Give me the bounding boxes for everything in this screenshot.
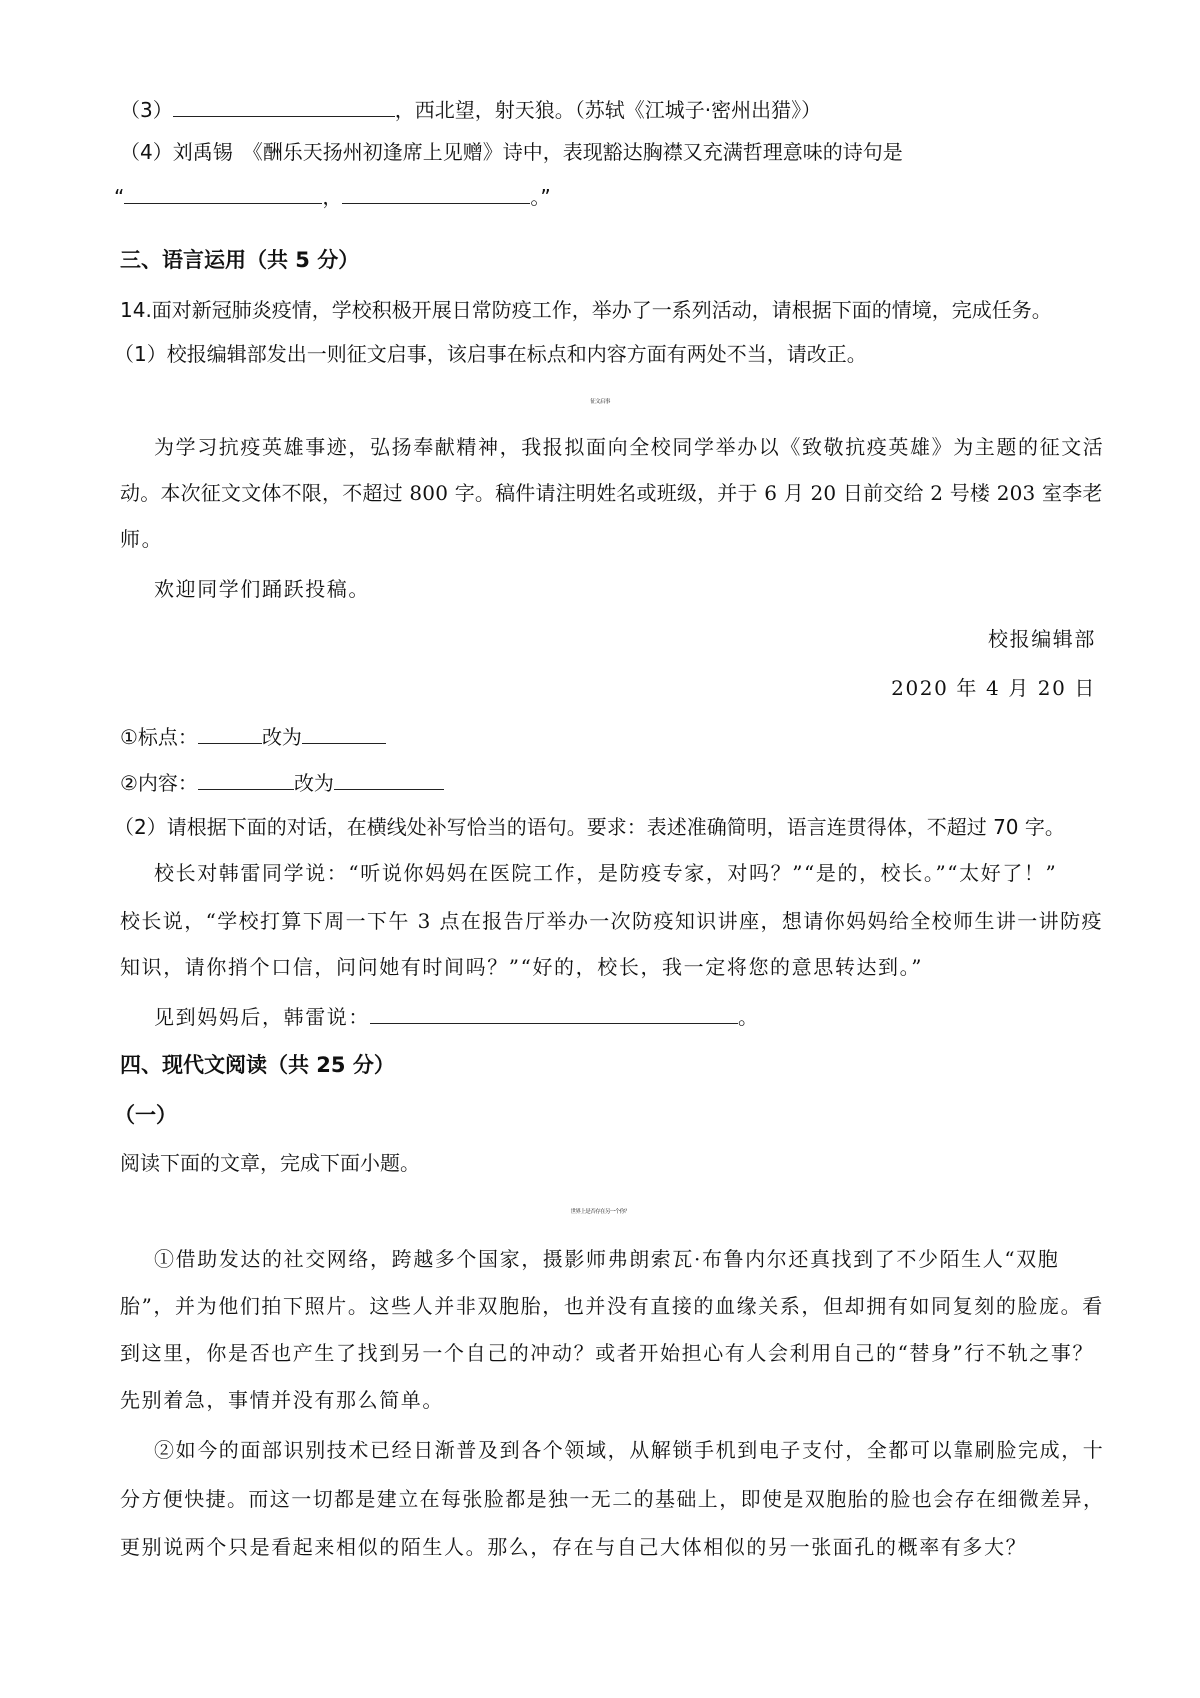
article-title: 世界上是否存在另一个你？ xyxy=(570,1209,630,1215)
answer-blank[interactable] xyxy=(124,181,322,204)
q14-stem: 14.面对新冠肺炎疫情，学校积极开展日常防疫工作，举办了一系列活动，请根据下面的情境，完成任务。 xyxy=(120,298,1052,322)
part-one-heading: （一） xyxy=(114,1103,177,1127)
article-paragraph-line: ②如今的面部识别技术已经日渐普及到各个领域，从解锁手机到电子支付，全都可以靠刷脸完成，十 xyxy=(154,1438,1105,1462)
notice-paragraph-line: 师。 xyxy=(120,527,164,551)
article-paragraph-line: 胎”，并为他们拍下照片。这些人并非双胞胎，也并没有直接的血缘关系，但却拥有如同复刻的脸庞。看 xyxy=(120,1294,1104,1318)
article-paragraph-line: 更别说两个只是看起来相似的陌生人。那么，存在与自己大体相似的另一张面孔的概率有多大？ xyxy=(120,1535,1028,1559)
article-paragraph-line: 先别着急，事情并没有那么简单。 xyxy=(120,1388,444,1412)
q14-sub2: （2）请根据下面的对话，在横线处补写恰当的语句。要求：表述准确简明，语言连贯得体，不超过 70 字。 xyxy=(114,815,1065,839)
answer-blank[interactable] xyxy=(334,767,444,790)
answer-content: ②内容： 改为 xyxy=(120,767,444,798)
notice-signature: 校报编辑部 xyxy=(988,627,1096,651)
q13-item3-text: ，西北望，射天狼。（苏轼《江城子·密州出猎》） xyxy=(394,98,822,122)
q13-item3-number: （3） xyxy=(120,98,173,122)
q13-item4: （4）刘禹锡 《酬乐天扬州初逢席上见赠》诗中，表现豁达胸襟又充满哲理意味的诗句是 xyxy=(120,140,903,164)
answer-blank[interactable] xyxy=(370,1001,738,1024)
dialog-line: 校长对韩雷同学说：“听说你妈妈在医院工作，是防疫专家，对吗？”“是的，校长。”“太好了！” xyxy=(154,861,1058,885)
q13-item4-answer-line: “ ， 。” xyxy=(114,181,551,212)
article-paragraph-line: 分方便快捷。而这一切都是建立在每张脸都是独一无二的基础上，即使是双胞胎的脸也会存在细微差异， xyxy=(120,1487,1105,1511)
notice-title: 征文启事 xyxy=(590,399,610,405)
article-paragraph-line: 到这里，你是否也产生了找到另一个自己的冲动？或者开始担心有人会利用自己的“替身”行不轨之事？ xyxy=(120,1341,1095,1365)
answer-blank[interactable] xyxy=(342,181,530,204)
notice-paragraph-line: 动。本次征文文体不限，不超过 800 字。稿件请注明姓名或班级，并于 6 月 20 日前交给 2 号楼 203 室李老 xyxy=(120,481,1103,505)
dialog-line: 知识，请你捎个口信，问问她有时间吗？”“好的，校长，我一定将您的意思转达到。” xyxy=(120,955,924,979)
reading-instruction: 阅读下面的文章，完成下面小题。 xyxy=(120,1151,420,1175)
notice-paragraph-line: 为学习抗疫英雄事迹，弘扬奉献精神，我报拟面向全校同学举办以《致敬抗疫英雄》为主题的征文活 xyxy=(154,435,1105,459)
q13-item3 xyxy=(120,94,821,125)
section-4-heading: 四、现代文阅读（共 25 分） xyxy=(120,1053,395,1077)
answer-blank[interactable] xyxy=(302,721,386,744)
q14-sub1: （1）校报编辑部发出一则征文启事，该启事在标点和内容方面有两处不当，请改正。 xyxy=(114,342,867,366)
dialog-answer-line: 见到妈妈后，韩雷说： 。 xyxy=(154,1001,760,1032)
answer-punctuation: ①标点： 改为 xyxy=(120,721,386,752)
notice-date: 2020 年 4 月 20 日 xyxy=(891,676,1096,700)
section-3-heading: 三、语言运用（共 5 分） xyxy=(120,248,360,272)
notice-closing: 欢迎同学们踊跃投稿。 xyxy=(154,577,370,601)
dialog-line: 校长说，“学校打算下周一下午 3 点在报告厅举办一次防疫知识讲座，想请你妈妈给全校师生讲一讲防疫 xyxy=(120,909,1103,933)
answer-blank[interactable] xyxy=(198,767,294,790)
article-paragraph-line: ①借助发达的社交网络，跨越多个国家，摄影师弗朗索瓦·布鲁内尔还真找到了不少陌生人“双胞 xyxy=(154,1247,1060,1271)
answer-blank[interactable] xyxy=(198,721,262,744)
answer-blank[interactable] xyxy=(173,94,395,117)
